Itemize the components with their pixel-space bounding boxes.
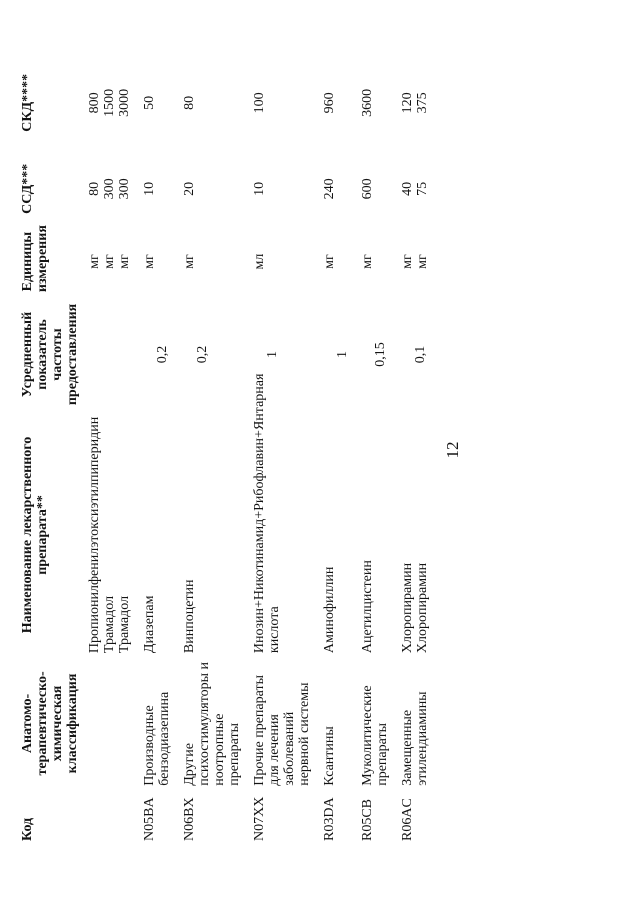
cell-ssd: [397, 151, 437, 227]
drug-ssd: 600: [360, 178, 375, 200]
drug-ssd: 40: [400, 181, 415, 196]
drug-name: Ацетилцистеин: [360, 560, 375, 654]
page-number: 12: [443, 441, 462, 459]
drug-skd: 1500: [102, 88, 117, 117]
cell-unit: [357, 227, 397, 296]
cell-atc: [84, 657, 139, 790]
table-row: [319, 55, 357, 845]
drug-table: [20, 55, 437, 845]
cell-code: [84, 790, 139, 845]
cell-frequency: 0,2: [155, 345, 170, 364]
cell-frequency: 1: [265, 350, 280, 358]
cell-drug: [249, 373, 319, 657]
drug-unit: мг: [415, 254, 430, 269]
table-row: [357, 55, 397, 845]
drug-ssd: 75: [415, 181, 430, 196]
header-atc: Анатомо-терапевтическо-химическая классификация: [20, 671, 80, 776]
cell-ssd: [249, 151, 319, 227]
cell-skd: [357, 55, 397, 151]
header-code: Код: [20, 817, 35, 841]
cell-drug: [179, 413, 249, 657]
cell-drug: [319, 413, 357, 657]
table-row: [397, 55, 437, 845]
drug-skd: 80: [182, 95, 197, 110]
cell-atc: Другие психостимуляторы и ноотропные препараты: [182, 661, 242, 786]
cell-unit: [179, 227, 249, 296]
table-row: [179, 55, 249, 845]
cell-drug: [139, 413, 179, 657]
cell-skd: [397, 55, 437, 151]
drug-skd: 800: [87, 92, 102, 114]
cell-frequency: [84, 296, 139, 413]
table-body: [84, 55, 437, 845]
cell-unit: [397, 227, 437, 296]
table-row: [249, 55, 319, 845]
drug-ssd: 240: [322, 178, 337, 200]
drug-name: Пропионилфенилэтоксиэтилпиперидин: [87, 416, 102, 654]
drug-unit: мг: [87, 254, 102, 269]
drug-name: Инозин+Никотинамид+Рибофлавин+Янтарная кислота: [252, 373, 282, 654]
header-unit: Единицы измерения: [20, 225, 50, 293]
drug-unit: мл: [252, 253, 267, 270]
cell-unit: [84, 227, 139, 296]
drug-unit: мг: [117, 254, 132, 269]
cell-skd: [319, 55, 357, 151]
cell-drug: [357, 413, 397, 657]
drug-unit: мг: [142, 254, 157, 269]
cell-unit: [319, 227, 357, 296]
cell-atc: Замещенные этилендиамины: [400, 691, 430, 786]
cell-code: R03DA: [322, 797, 337, 841]
cell-atc: Муколитические препараты: [360, 685, 390, 786]
drug-skd: 960: [322, 92, 337, 114]
cell-code: R05CB: [360, 798, 375, 841]
cell-ssd: [84, 151, 139, 227]
drug-name: Хлоропирамин: [400, 562, 415, 654]
drug-name: Диазепам: [142, 595, 157, 654]
drug-ssd: 300: [117, 178, 132, 200]
table-header-row: [20, 55, 84, 845]
drug-unit: мг: [360, 254, 375, 269]
cell-drug: [84, 413, 139, 657]
header-ssd: ССД***: [20, 163, 35, 214]
cell-unit: [139, 227, 179, 296]
drug-skd: 120: [400, 92, 415, 114]
drug-name: Трамадол: [102, 595, 117, 654]
drug-name: Трамадол: [117, 595, 132, 654]
cell-atc: Ксантины: [322, 726, 337, 786]
drug-ssd: 10: [252, 181, 267, 196]
cell-ssd: [179, 151, 249, 227]
cell-drug: [397, 413, 437, 657]
cell-ssd: [357, 151, 397, 227]
drug-ssd: 10: [142, 181, 157, 196]
drug-ssd: 300: [102, 178, 117, 200]
drug-skd: 375: [415, 92, 430, 114]
drug-name: Винпоцетин: [182, 579, 197, 654]
cell-atc: Производные бензодиазепина: [142, 691, 172, 786]
table-row: [84, 55, 139, 845]
drug-ssd: 20: [182, 181, 197, 196]
cell-frequency: 1: [335, 350, 350, 358]
cell-skd: [179, 55, 249, 151]
drug-unit: мг: [182, 254, 197, 269]
cell-ssd: [139, 151, 179, 227]
cell-code: R06AC: [400, 798, 415, 841]
drug-unit: мг: [102, 254, 117, 269]
cell-code: N07XX: [252, 796, 267, 841]
cell-unit: [249, 227, 319, 296]
table-row: [139, 55, 179, 845]
drug-name: Аминофиллин: [322, 566, 337, 654]
drug-unit: мг: [322, 254, 337, 269]
cell-skd: [84, 55, 139, 151]
drug-name: Хлоропирамин: [415, 562, 430, 654]
drug-unit: мг: [400, 254, 415, 269]
cell-code: N06BX: [182, 797, 197, 841]
drug-skd: 100: [252, 92, 267, 114]
cell-frequency: 0,2: [195, 345, 210, 364]
cell-code: N05BA: [142, 797, 157, 841]
cell-frequency: 0,1: [413, 345, 428, 364]
drug-skd: 3000: [117, 88, 132, 117]
drug-skd: 50: [142, 95, 157, 110]
cell-atc: Прочие препараты для лечения заболеваний нервной системы: [252, 675, 312, 786]
drug-ssd: 80: [87, 181, 102, 196]
cell-skd: [139, 55, 179, 151]
header-frequency: Усредненный показатель частоты предоставления: [20, 303, 80, 406]
drug-skd: 3600: [360, 88, 375, 117]
cell-ssd: [319, 151, 357, 227]
header-skd: СКД****: [20, 73, 35, 132]
header-drug: Наименование лекарственного препарата**: [20, 436, 50, 634]
cell-frequency: 0,15: [373, 342, 388, 367]
cell-skd: [249, 55, 319, 151]
